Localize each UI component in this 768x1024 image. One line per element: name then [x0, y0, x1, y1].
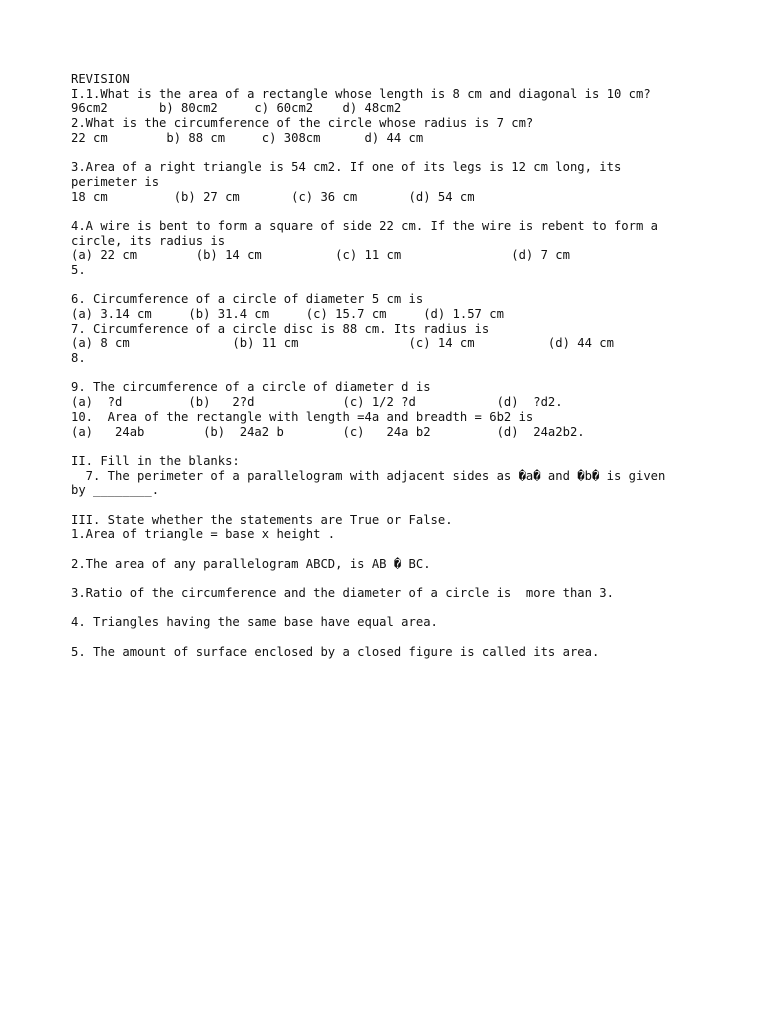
question-4: 4.A wire is bent to form a square of side 22 cm. If the wire is rebent to form a	[71, 218, 658, 233]
spacer	[71, 571, 711, 586]
spacer	[71, 439, 711, 454]
question-7-options: (a) 8 cm (b) 11 cm (c) 14 cm (d) 44 cm	[71, 336, 614, 351]
question-9: 9. The circumference of a circle of diameter d is	[71, 380, 431, 395]
question-10: 10. Area of the rectangle with length =4a and breadth = 6b2 is	[71, 409, 534, 424]
question-5: 5.	[71, 262, 86, 277]
statement-5: 5. The amount of surface enclosed by a closed figure is called its area.	[71, 644, 600, 659]
spacer	[71, 366, 711, 381]
section-3-heading: III. State whether the statements are True or False.	[71, 512, 453, 527]
question-9-options: (a) ?d (b) 2?d (c) 1/2 ?d (d) ?d2.	[71, 395, 563, 410]
question-3-cont: perimeter is	[71, 174, 160, 189]
spacer	[71, 204, 711, 219]
question-1-options: 96cm2 b) 80cm2 c) 60cm2 d) 48cm2	[71, 101, 402, 116]
spacer	[71, 278, 711, 293]
question-1: I.1.What is the area of a rectangle whose length is 8 cm and diagonal is 10 cm?	[71, 86, 651, 101]
spacer	[71, 498, 711, 513]
fill-blank-7: 7. The perimeter of a parallelogram with adjacent sides as �a� and �b� is given	[71, 468, 666, 483]
question-10-options: (a) 24ab (b) 24a2 b (c) 24a b2 (d) 24a2b2.	[71, 424, 585, 439]
spacer	[71, 145, 711, 160]
question-3: 3.Area of a right triangle is 54 cm2. If one of its legs is 12 cm long, its	[71, 160, 622, 175]
statement-4: 4. Triangles having the same base have equal area.	[71, 615, 438, 630]
spacer	[71, 601, 711, 616]
question-6-options: (a) 3.14 cm (b) 31.4 cm (c) 15.7 cm (d) 1.57 cm	[71, 307, 504, 321]
question-4-options: (a) 22 cm (b) 14 cm (c) 11 cm (d) 7 cm	[71, 248, 570, 263]
statement-2: 2.The area of any parallelogram ABCD, is AB � BC.	[71, 556, 431, 571]
doc-title: REVISION	[71, 72, 130, 86]
question-6: 6. Circumference of a circle of diameter 5 cm is	[71, 292, 424, 307]
document-page	[71, 72, 711, 660]
spacer	[71, 630, 711, 645]
question-8: 8.	[71, 351, 86, 366]
fill-blank-7-cont: by ________.	[71, 483, 160, 498]
statement-1: 1.Area of triangle = base x height .	[71, 527, 336, 542]
spacer	[71, 542, 711, 557]
question-3-options: 18 cm (b) 27 cm (c) 36 cm (d) 54 cm	[71, 189, 475, 204]
section-2-heading: II. Fill in the blanks:	[71, 453, 240, 468]
question-2: 2.What is the circumference of the circle whose radius is 7 cm?	[71, 116, 534, 131]
question-2-options: 22 cm b) 88 cm c) 308cm d) 44 cm	[71, 130, 424, 145]
question-4-cont: circle, its radius is	[71, 233, 226, 248]
question-7: 7. Circumference of a circle disc is 88 cm. Its radius is	[71, 321, 490, 336]
statement-3: 3.Ratio of the circumference and the diameter of a circle is more than 3.	[71, 586, 614, 601]
